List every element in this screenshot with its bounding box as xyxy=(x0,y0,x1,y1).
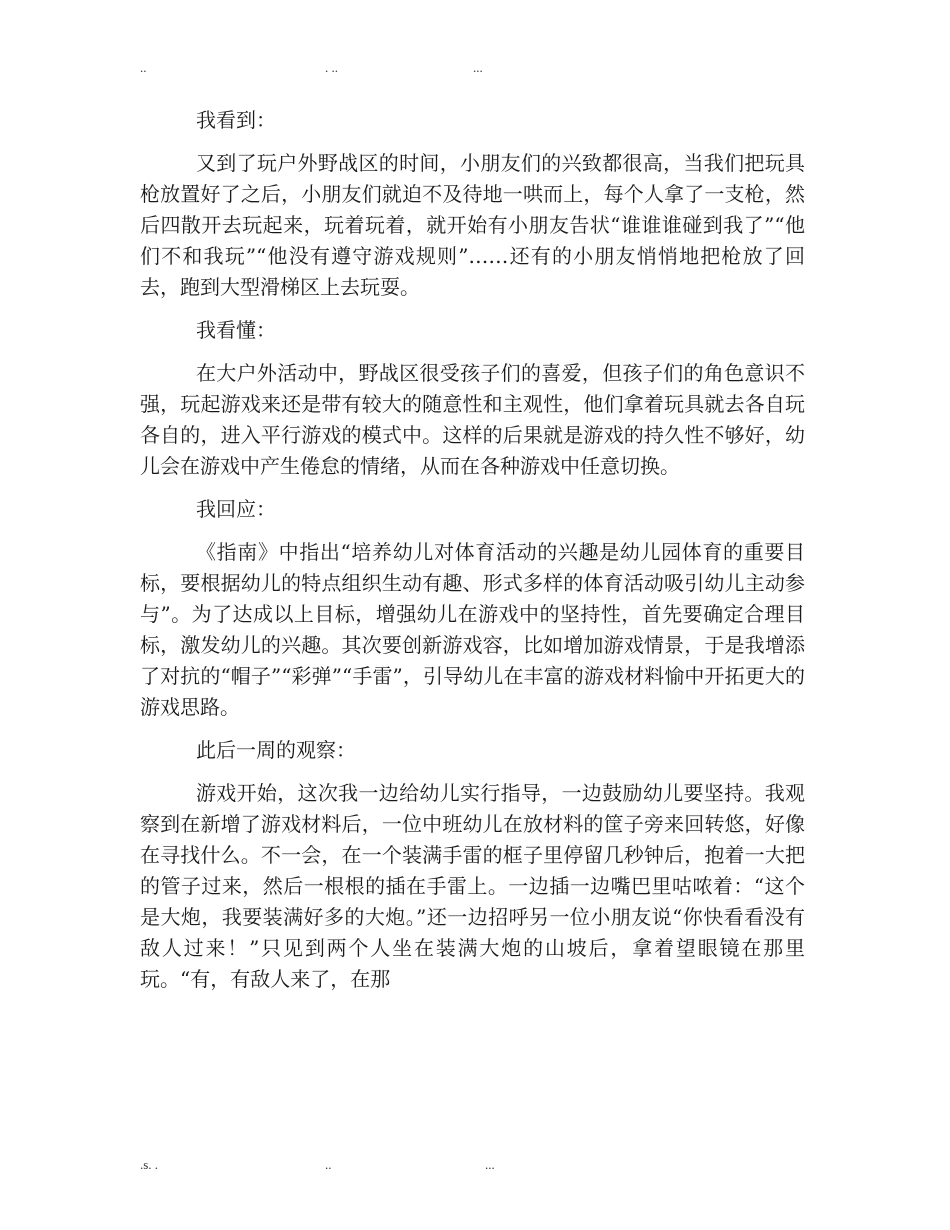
document-body xyxy=(140,105,805,1007)
section-paragraph: 在大户外活动中，野战区很受孩子们的喜爱，但孩子们的角色意识不强，玩起游戏来还是带有较大的随意性和主观性，他们拿着玩具就去各自玩各自的，进入平行游戏的模式中。这样的后果就是游戏的持久性不够好，幼儿会在游戏中产生倦怠的情绪，从而在各种游戏中任意切换。 xyxy=(140,361,805,478)
footer-mark: ... xyxy=(485,1157,495,1172)
section-paragraph: 又到了玩户外野战区的时间，小朋友们的兴致都很高，当我们把玩具枪放置好了之后，小朋友们就迫不及待地一哄而上，每个人拿了一支枪，然后四散开去玩起来，玩着玩着，就开始有小朋友告状“谁谁谁碰到我了”“他们不和我玩”“他没有遵守游戏规则”……还有的小朋友悄悄地把枪放了回去，跑到大型滑梯区上去玩耍。 xyxy=(140,151,805,299)
section-paragraph: 《指南》中指出“培养幼儿对体育活动的兴趣是幼儿园体育的重要目标，要根据幼儿的特点组织生动有趣、形式多样的体育活动吸引幼儿主动参与”。为了达成以上目标，增强幼儿在游戏中的坚持性，首先要确定合理目标，激发幼儿的兴趣。其次要创新游戏容，比如增加游戏情景，于是我增添了对抗的“帽子”“彩弹”“手雷”，引导幼儿在丰富的游戏材料愉中开拓更大的游戏思路。 xyxy=(140,540,805,719)
section-paragraph: 游戏开始，这次我一边给幼儿实行指导，一边鼓励幼儿要坚持。我观察到在新增了游戏材料后，一位中班幼儿在放材料的筐子旁来回转悠，好像在寻找什么。不一会，在一个装满手雷的框子里停留几秒钟后，抱着一大把的管子过来，然后一根根的插在手雷上。一边插一边嘴巴里咕哝着：“这个是大炮，我要装满好多的大炮。”还一边招呼另一位小朋友说“你快看看没有敌人过来！”只见到两个人坐在装满大炮的山坡后，拿着望眼镜在那里玩。“有，有敌人来了，在那 xyxy=(140,781,805,991)
section-heading: 我看到： xyxy=(196,108,276,132)
header-marks xyxy=(0,60,950,80)
section-heading: 我看懂： xyxy=(196,318,276,342)
header-mark: .. xyxy=(140,60,147,75)
section-heading: 此后一周的观察： xyxy=(196,738,356,762)
footer-mark: .s. . xyxy=(140,1157,159,1172)
footer-mark: .. xyxy=(325,1157,332,1172)
header-mark: ... xyxy=(473,60,483,75)
section-heading: 我回应： xyxy=(196,497,276,521)
footer-marks xyxy=(0,1157,950,1177)
header-mark: . .. xyxy=(325,60,338,75)
